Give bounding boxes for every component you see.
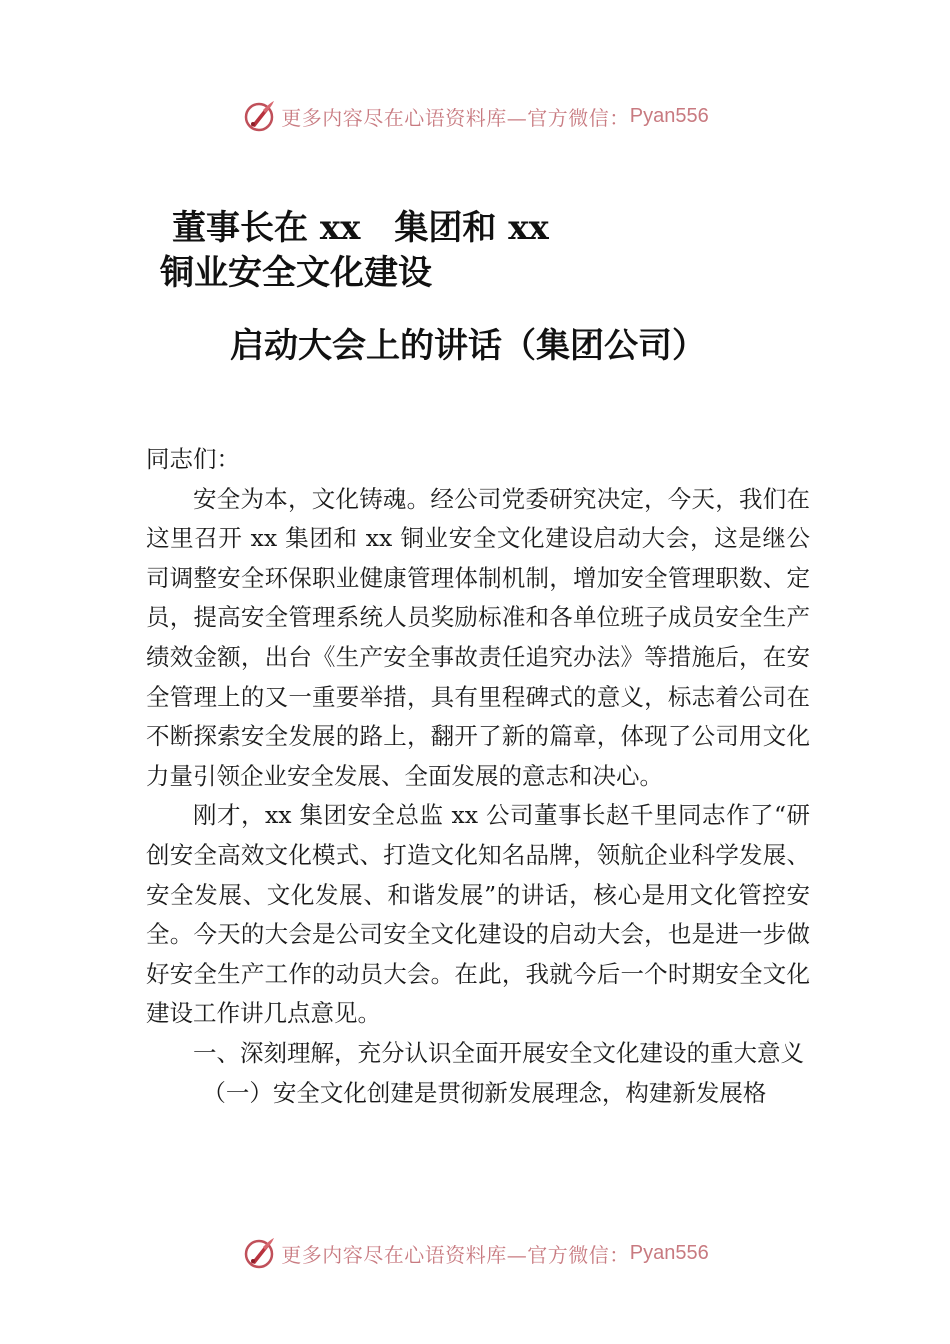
watermark-text: 更多内容尽在心语资料库—官方微信：	[281, 1242, 630, 1267]
watermark-wechat-id: Pyan556	[629, 1241, 709, 1264]
watermark-wechat-id: Pyan556	[629, 104, 709, 127]
section-heading-1: 一、深刻理解，充分认识全面开展安全文化建设的重大意义	[193, 1038, 804, 1067]
quill-seal-icon	[241, 1235, 277, 1271]
paragraph-1: 安全为本，文化铸魂。经公司党委研究决定，今天，我们在这里召开 xx 集团和 xx 铜业安全文化建设启动大会，这是继公司调整安全环保职业健康管理体制机制，增加安全管理职数、定员，提高安全管理系统人员奖励标准和各单位班子成员安全生产绩效金额，出台《生产安全事故责任追究办法》等措施后，在安全管理上的又一重要举措，具有里程碑式的意义，标志着公司在不断探索安全发展的路上，翻开了新的篇章，体现了公司用文化力量引领企业安全发展、全面发展的意志和决心。	[146, 484, 810, 790]
paragraph-2: 刚才，xx 集团安全总监 xx 公司董事长赵千里同志作了“研创安全高效文化模式、打造文化知名品牌，领航企业科学发展、安全发展、文化发展、和谐发展”的讲话，核心是用文化管控安全。今天的大会是公司安全文化建设的启动大会，也是进一步做好安全生产工作的动员大会。在此，我就今后一个时期安全文化建设工作讲几点意见。	[146, 801, 810, 1028]
quill-seal-icon	[241, 98, 277, 134]
title-line-2: 铜业安全文化建设	[160, 253, 432, 293]
watermark-header	[0, 96, 950, 136]
title-line-1: 董事长在 xx 集团和 xx	[172, 208, 549, 248]
watermark-text: 更多内容尽在心语资料库—官方微信：	[281, 105, 630, 130]
document-body	[146, 440, 810, 1113]
watermark-footer	[0, 1233, 950, 1273]
sub-heading-1: （一）安全文化创建是贯彻新发展理念，构建新发展格	[202, 1078, 767, 1107]
title-line-3: 启动大会上的讲话（集团公司）	[230, 326, 706, 366]
salutation: 同志们：	[146, 445, 240, 473]
